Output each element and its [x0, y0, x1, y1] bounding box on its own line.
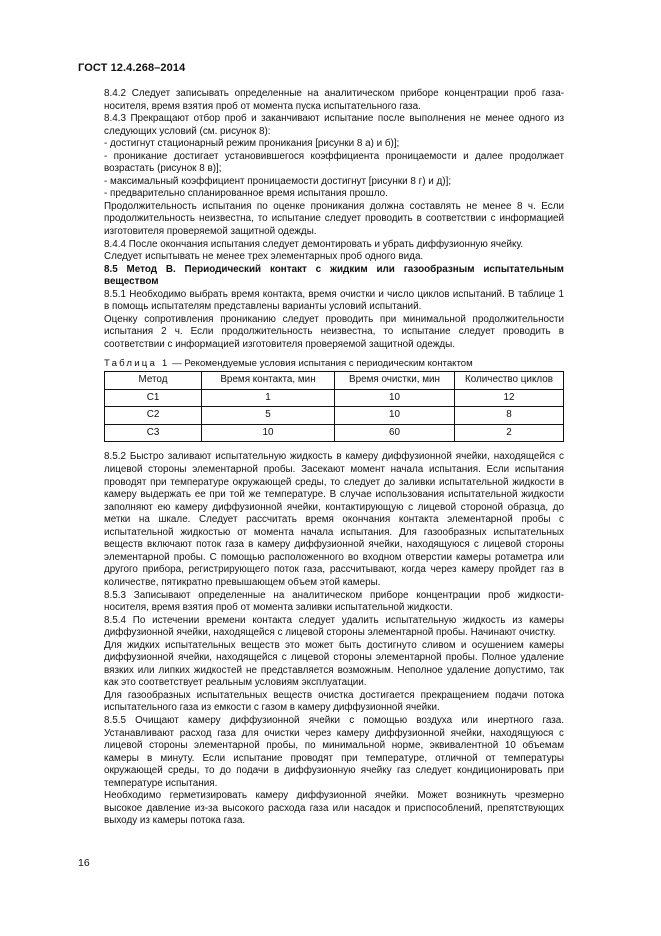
- table-row: [105, 407, 564, 425]
- paragraph: Для газообразных испытательных веществ очистка достигается прекращением подачи потока испытательного газа из емкости с газом в камеру диффузионной ячейки.: [104, 689, 564, 714]
- table-row: [105, 389, 564, 407]
- list-item: - достигнут стационарный режим проникания [рисунки 8 а) и б)];: [104, 138, 400, 150]
- column-header: Время контакта, мин: [202, 372, 335, 390]
- table-cell: 2: [455, 424, 564, 442]
- table-header-row: [105, 372, 564, 390]
- table-cell: 60: [335, 424, 455, 442]
- paragraph: Для жидких испытательных веществ это может быть достигнуто сливом и осушением камеры диффузионной ячейки, находящейся с лицевой стороны элементарной пробы. Полное удаление вязких или липких жидкостей не представляется возможным. Неполное удаление допустимо, так как это соответствует реальным условиям эксплуатации.: [104, 639, 564, 689]
- table-cell: С1: [105, 389, 202, 407]
- table-row: [105, 424, 564, 442]
- list-item: - предварительно спланированное время испытания прошло.: [104, 188, 388, 200]
- paragraph: 8.5.1 Необходимо выбрать время контакта, время очистки и число циклов испытаний. В таблице 1 в помощь испытателям представлены варианты условий испытаний.: [104, 288, 564, 313]
- table-cell: С2: [105, 407, 202, 425]
- page-number: 16: [78, 857, 90, 869]
- list-item: - максимальный коэффициент проницаемости достигнут [рисунки 8 г) и д)];: [104, 175, 452, 187]
- test-conditions-table: [104, 371, 564, 442]
- paragraph: 8.5.5 Очищают камеру диффузионной ячейки с помощью воздуха или инертного газа. Устанавливают расход газа для очистки через камеру диффузионной ячейки, находящуюся с лицевой стороны элементарной пробы, по минимальной норме, эквивалентной 10 объемам камеры в минуту. Если испытание проводят при температуре, отличной от температуры окружающей среды, то до подачи в диффузионную ячейку газ следует кондиционировать при температуре испытания.: [104, 714, 564, 789]
- column-header: Метод: [105, 372, 202, 390]
- paragraph: 8.5.2 Быстро заливают испытательную жидкость в камеру диффузионной ячейки, находящейся с лицевой стороны элементарной пробы. Засекают момент начала испытания. Если испытания проводят при температуре окружающей среды, то следует до заливки испытательной жидкости в камеру выдержать ее при той же температуре. В случае использования испытательной жидкости заполняют ею камеру диффузионной ячейки, контактирующую с лицевой стороной образца, до метки на шкале. Следует рассчитать время окончания контакта элементарной пробы с испытательной жидкостью от момента начала испытания. Для газообразных испытательных веществ включают поток газа в камеру диффузионной ячейки, находящуюся с лицевой стороны элементарной пробы. С помощью расположенного во входном отверстии камеры ротаметра или другого прибора, регистрирующего поток газа, рассчитывают, когда через камеру пройдет газ в количестве, пятикратно превышающем объем этой камеры.: [104, 451, 564, 588]
- column-header: Время очистки, мин: [335, 372, 455, 390]
- table-caption: [104, 358, 564, 370]
- paragraph: Следует испытывать не менее трех элементарных проб одного вида.: [104, 251, 424, 263]
- paragraph: Оценку сопротивления прониканию следует проводить при минимальной продолжительности испытания 2 ч. Если продолжительность неизвестна, то испытание следует проводить в соответствии с информацией изготовителя проверяемой защитной одежды.: [104, 313, 564, 350]
- table-caption-text: — Рекомендуемые условия испытания с периодическим контактом: [169, 358, 473, 370]
- paragraph: 8.5.3 Записывают определенные на аналитическом приборе концентрации проб жидкости-носителя, время взятия проб от момента заливки испытательной жидкости.: [104, 589, 564, 614]
- paragraph: 8.5.4 По истечении времени контакта следует удалить испытательную жидкость из камеры диффузионной ячейки, находящейся с лицевой стороны элементарной пробы. Начинают очистку.: [104, 614, 564, 639]
- document-header: ГОСТ 12.4.268–2014: [78, 62, 186, 74]
- paragraph: 8.4.2 Следует записывать определенные на аналитическом приборе концентрации проб газа-носителя, время взятия проб от момента пуска испытательного газа.: [104, 88, 564, 112]
- table-caption-label: Таблица 1: [104, 358, 170, 370]
- document-body: [104, 88, 564, 828]
- table-cell: 10: [202, 424, 335, 442]
- column-header: Количество циклов: [455, 372, 564, 390]
- list-item: - проникание достигает установившегося коэффициента проницаемости и далее продолжает возрастать (рисунок 8 в)];: [104, 150, 564, 175]
- paragraph: Необходимо герметизировать камеру диффузионной ячейки. Может возникнуть чрезмерно высокое давление из-за высокого расхода газа или насадок и приспособлений, препятствующих выходу из камеры потока газа.: [104, 790, 564, 827]
- section-heading: 8.5 Метод В. Периодический контакт с жидким или газообразным испытательным веществом: [104, 263, 564, 288]
- table-cell: С3: [105, 424, 202, 442]
- table-cell: 10: [335, 407, 455, 425]
- paragraph: 8.4.4 После окончания испытания следует демонтировать и убрать диффузионную ячейку.: [104, 238, 524, 250]
- table-cell: 8: [455, 407, 564, 425]
- table-cell: 1: [202, 389, 335, 407]
- table-cell: 5: [202, 407, 335, 425]
- paragraph: 8.4.3 Прекращают отбор проб и заканчивают испытание после выполнения не менее одного из следующих условий (см. рисунок 8):: [104, 113, 564, 137]
- paragraph: Продолжительность испытания по оценке проникания должна составлять не менее 8 ч. Если продолжительность неизвестна, то испытание следует проводить в соответствии с информацией изготовителя проверяемой защитной одежды.: [104, 200, 564, 238]
- table-cell: 12: [455, 389, 564, 407]
- table-cell: 10: [335, 389, 455, 407]
